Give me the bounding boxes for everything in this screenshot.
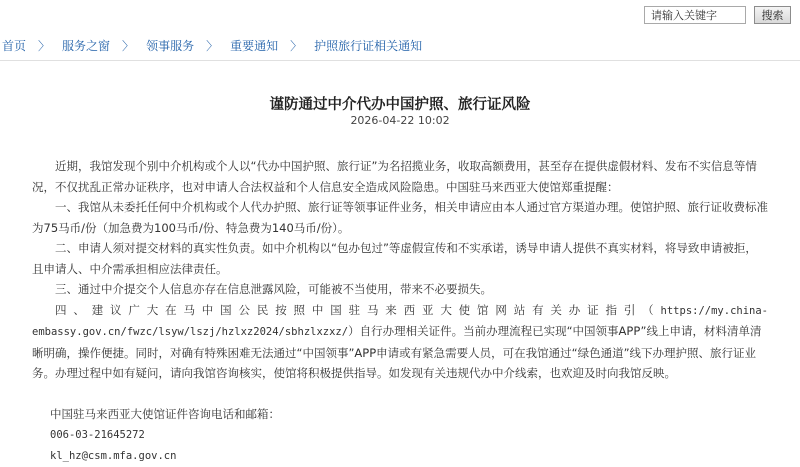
article-point-3: 三、通过中介提交个人信息亦存在信息泄露风险，可能被不当使用，带来不必要损失。 [55, 282, 492, 296]
search-button[interactable]: 搜索 [754, 6, 791, 24]
guide-link-part-2[interactable]: embassy.gov.cn/fwzc/lsyw/lszj/hzlxz2024/sbhzlxzxz/ [32, 326, 349, 338]
breadcrumb-important-notices-link[interactable]: 重要通知 [230, 38, 279, 53]
chevron-right-icon: 〉 [290, 38, 303, 53]
contact-email[interactable]: kl_hz@csm.mfa.gov.cn [50, 449, 177, 462]
article-point-4-lead: 四、建议广大在马中国公民按照中国驻马来西亚大使馆网站有关办证指引（ [55, 302, 661, 317]
breadcrumb-passport-notices-link[interactable]: 护照旅行证相关通知 [314, 38, 423, 53]
search-input[interactable] [644, 6, 746, 24]
guide-link-part-1[interactable]: https://my.china- [660, 304, 768, 317]
article-datetime: 2026-04-22 10:02 [350, 114, 450, 127]
chevron-right-icon: 〉 [206, 38, 219, 53]
article-intro-paragraph: 近期，我馆发现个别中介机构或个人以“代办中国护照、旅行证”为名招揽业务，收取高额费用，甚至存在提供虚假材料、发布不实信息等情况，不仅扰乱正常办证秩序，也对申请人合法权益和个人信息安全造成风险隐患。中国驻马来西亚大使馆郑重提醒： [32, 159, 757, 194]
article-point-4-first-line [32, 300, 768, 322]
article-title: 谨防通过中介代办中国护照、旅行证风险 [269, 97, 531, 113]
article-body [32, 156, 768, 467]
contact-heading: 中国驻马来西亚大使馆证件咨询电话和邮箱： [50, 406, 280, 421]
contact-section [32, 404, 768, 467]
article-point-4-rest: ）自行办理相关证件。当前办理流程已实现“中国领事APP”线上申请，材料清单清晰明确，操作便捷。同时，对确有特殊困难无法通过“中国领事”APP申请或有紧急需要人员，可在我馆通过“绿色通道”线下办理护照、旅行证业务。办理过程中如有疑问，请向我馆咨询核实，使馆将积极提供指导。如发现有关违规代办中介线索，也欢迎及时向我馆反映。 [32, 324, 762, 380]
article-point-1: 一、我馆从未委托任何中介机构或个人代办护照、旅行证等领事证件业务，相关申请应由本人通过官方渠道办理。使馆护照、旅行证收费标准为75马币/份（加急费为100马币/份、特急费为140马币/份）。 [32, 200, 768, 235]
top-search-bar [0, 0, 800, 30]
contact-phone: 006-03-21645272 [50, 428, 145, 441]
breadcrumb-consular-service-link[interactable]: 领事服务 [146, 38, 195, 53]
article-point-4-body [32, 321, 768, 384]
breadcrumb-service-window-link[interactable]: 服务之窗 [62, 38, 111, 53]
chevron-right-icon: 〉 [38, 38, 51, 53]
breadcrumb [0, 30, 800, 61]
breadcrumb-home-link[interactable]: 首页 [2, 38, 27, 53]
article-point-2: 二、申请人须对提交材料的真实性负责。如中介机构以“包办包过”等虚假宣传和不实承诺，诱导申请人提供不真实材料，将导致申请被拒，且申请人、中介需承担相应法律责任。 [32, 241, 757, 276]
chevron-right-icon: 〉 [122, 38, 135, 53]
